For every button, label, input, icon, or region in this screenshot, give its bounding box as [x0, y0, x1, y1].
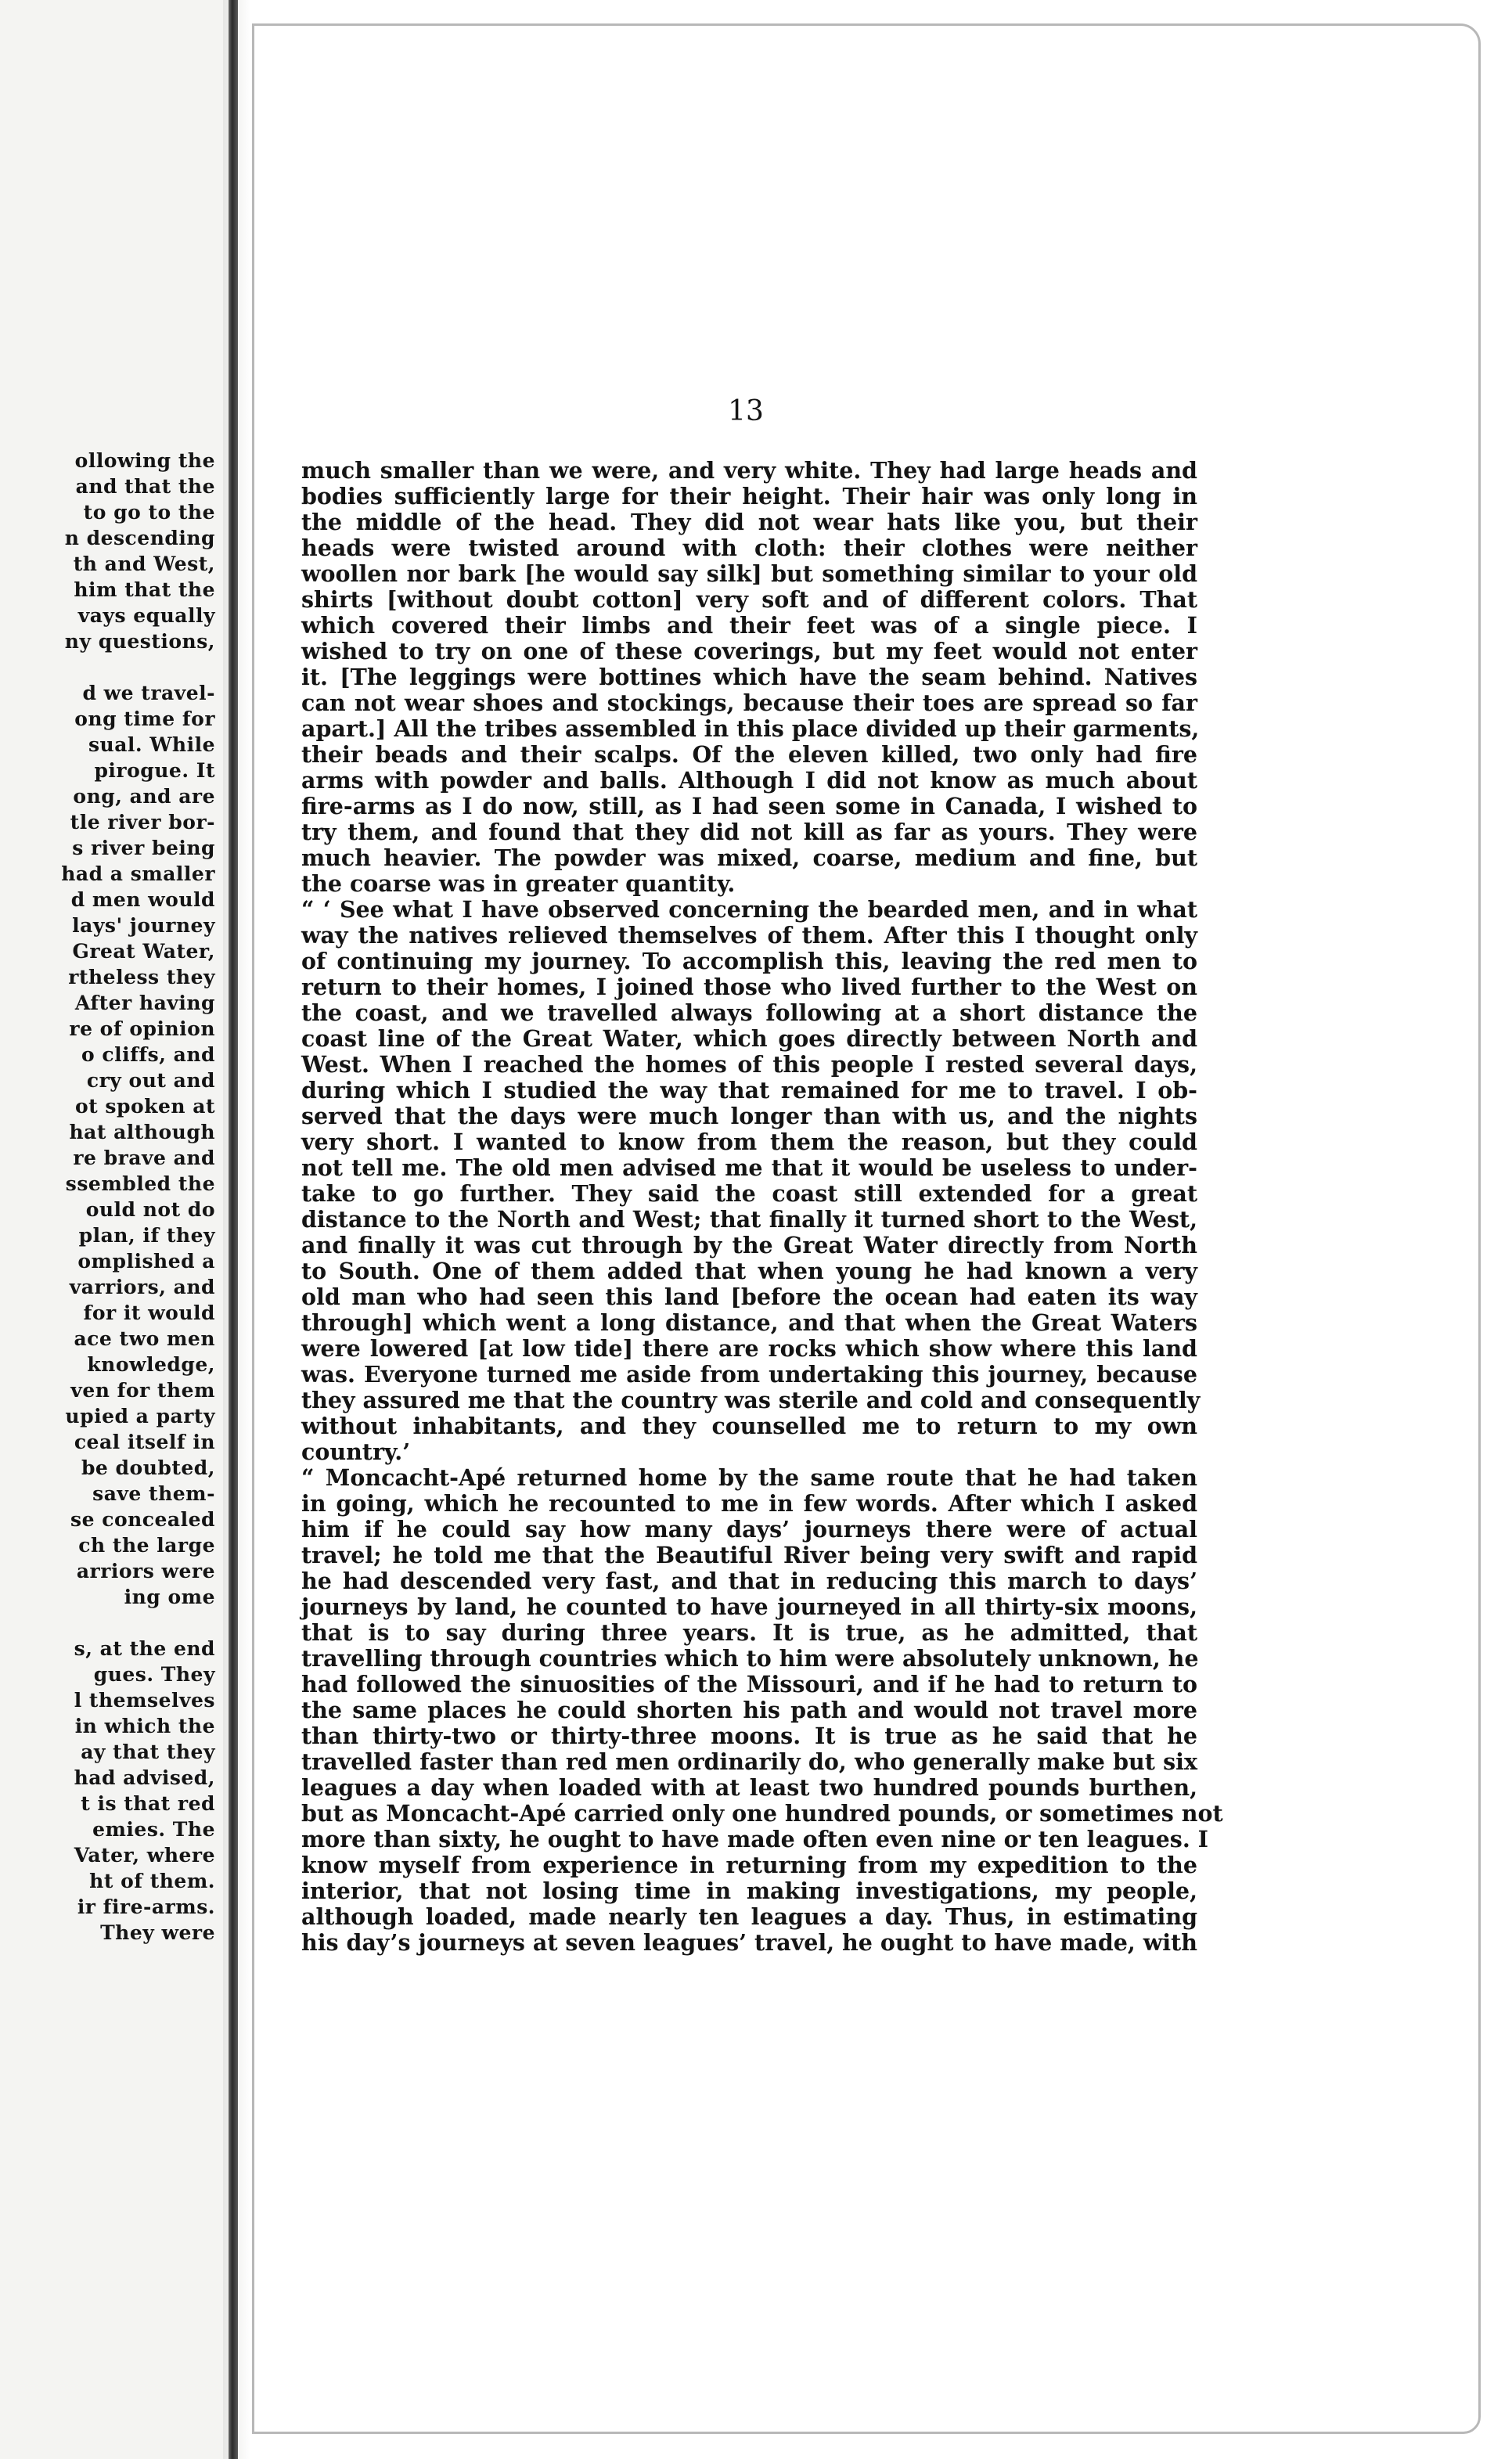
- text-line: travel; he told me that the Beautiful River being very swift and rapid: [301, 1542, 1197, 1568]
- previous-page-line: arriors were: [76, 1560, 215, 1582]
- previous-page-line: him that the: [74, 578, 215, 601]
- previous-page-line: s, at the end: [74, 1637, 215, 1660]
- previous-page-line: rtheless they: [68, 966, 215, 988]
- previous-page-line: vays equally: [77, 604, 215, 627]
- previous-page-line: plan, if they: [78, 1224, 215, 1247]
- previous-page-line: be doubted,: [81, 1456, 215, 1479]
- text-line: his day’s journeys at seven leagues’ travel, he ought to have made, with: [301, 1929, 1197, 1956]
- text-line: fire-arms as I do now, still, as I had seen some in Canada, I wished to: [301, 793, 1197, 819]
- text-line: much smaller than we were, and very white. They had large heads and: [301, 457, 1197, 484]
- previous-page-line: ace two men: [74, 1327, 215, 1350]
- text-line: which covered their limbs and their feet was of a single piece. I: [301, 612, 1197, 639]
- previous-page-line: n descending: [64, 527, 215, 549]
- previous-page-line: ollowing the: [74, 449, 215, 472]
- previous-page-line: had a smaller: [61, 862, 215, 885]
- previous-page-line: hat although: [69, 1121, 215, 1143]
- text-line: they assured me that the country was sterile and cold and consequently: [301, 1387, 1201, 1413]
- text-line: the coast, and we travelled always following at a short distance the: [301, 999, 1197, 1026]
- text-line: heads were twisted around with cloth: their clothes were neither: [301, 535, 1197, 561]
- previous-page-line: They were: [100, 1921, 215, 1944]
- previous-page-line: ssembled the: [65, 1172, 215, 1195]
- text-line: very short. I wanted to know from them the reason, but they could: [301, 1129, 1197, 1155]
- previous-page-line: ceal itself in: [74, 1431, 215, 1453]
- text-line: the middle of the head. They did not wear hats like you, but their: [301, 509, 1197, 535]
- previous-page-line: re brave and: [73, 1147, 215, 1169]
- previous-page-line: th and West,: [73, 553, 215, 575]
- previous-page-line: lays' journey: [72, 914, 215, 937]
- previous-page-line: to go to the: [83, 501, 215, 524]
- previous-page-line: s river being: [72, 837, 215, 859]
- page-number: 13: [728, 395, 764, 427]
- text-line: without inhabitants, and they counselled me to return to my own: [301, 1413, 1197, 1439]
- text-line: old man who had seen this land [before the ocean had eaten its way: [301, 1284, 1197, 1310]
- text-line: “ ‘ See what I have observed concerning the bearded men, and in what: [301, 896, 1197, 923]
- previous-page-line: se concealed: [70, 1508, 215, 1531]
- text-line: can not wear shoes and stockings, because their toes are spread so far: [301, 689, 1197, 716]
- previous-page-line: ht of them.: [89, 1870, 215, 1892]
- text-line: know myself from experience in returning from my expedition to the: [301, 1852, 1197, 1878]
- text-line: through] which went a long distance, and that when the Great Waters: [301, 1309, 1197, 1336]
- previous-page-line: save them-: [92, 1482, 215, 1505]
- text-line: travelling through countries which to him were absolutely unknown, he: [301, 1645, 1199, 1672]
- text-line: woollen nor bark [he would say silk] but something similar to your old: [301, 560, 1197, 587]
- text-line: return to their homes, I joined those who lived further to the West on: [301, 974, 1197, 1000]
- text-line: bodies sufficiently large for their height. Their hair was only long in: [301, 483, 1197, 509]
- text-line: than thirty-two or thirty-three moons. It is true as he said that he: [301, 1723, 1197, 1749]
- previous-page-line: ch the large: [78, 1534, 215, 1557]
- previous-page-line: re of opinion: [69, 1017, 215, 1040]
- text-line: not tell me. The old men advised me that it would be useless to under-: [301, 1154, 1197, 1181]
- previous-page-line: cry out and: [86, 1069, 215, 1092]
- previous-page-line: d we travel-: [82, 682, 215, 704]
- text-line: try them, and found that they did not kill as far as yours. They were: [301, 819, 1197, 845]
- previous-page-line: for it would: [83, 1302, 215, 1324]
- text-line: their beads and their scalps. Of the eleven killed, two only had fire: [301, 741, 1197, 768]
- previous-page-line: ot spoken at: [74, 1095, 215, 1118]
- body-text: [301, 457, 1223, 1956]
- text-line: country.’: [301, 1438, 411, 1465]
- previous-page-line: After having: [74, 992, 215, 1014]
- previous-page-line: varriors, and: [69, 1276, 215, 1298]
- previous-page-line: had advised,: [74, 1766, 215, 1789]
- previous-page-line: Great Water,: [72, 940, 215, 963]
- text-line: the coarse was in greater quantity.: [301, 870, 736, 897]
- text-line: wished to try on one of these coverings, but my feet would not enter: [301, 638, 1197, 664]
- previous-page-line: d men would: [70, 888, 215, 911]
- previous-page-line: emies. The: [92, 1818, 215, 1841]
- previous-page-line: [0, 1610, 215, 1636]
- text-line: arms with powder and balls. Although I did not know as much about: [301, 767, 1197, 794]
- text-line: travelled faster than red men ordinarily do, who generally make but six: [301, 1748, 1197, 1775]
- text-line: to South. One of them added that when young he had known a very: [301, 1258, 1197, 1284]
- text-line: had followed the sinuosities of the Missouri, and if he had to return to: [301, 1671, 1197, 1698]
- previous-page-line: t is that red: [81, 1792, 215, 1815]
- previous-page-line: ong, and are: [73, 785, 215, 808]
- text-line: way the natives relieved themselves of them. After this I thought only: [301, 922, 1197, 949]
- text-line: coast line of the Great Water, which goes directly between North and: [301, 1025, 1197, 1052]
- text-line: distance to the North and West; that finally it turned short to the West,: [301, 1206, 1197, 1233]
- text-line: it. [The leggings were bottines which have the seam behind. Natives: [301, 664, 1197, 690]
- text-line: “ Moncacht-Apé returned home by the same route that he had taken: [301, 1464, 1197, 1491]
- binding-edge: [229, 0, 238, 2459]
- previous-page-line: pirogue. It: [94, 759, 215, 782]
- text-line: was. Everyone turned me aside from undertaking this journey, because: [301, 1361, 1197, 1388]
- previous-page-line: [0, 654, 215, 680]
- text-line: were lowered [at low tide] there are rocks which show where this land: [301, 1335, 1197, 1362]
- previous-page-line: Vater, where: [74, 1844, 215, 1867]
- text-line: much heavier. The powder was mixed, coarse, medium and fine, but: [301, 844, 1197, 871]
- previous-page-line: knowledge,: [87, 1353, 215, 1376]
- previous-page-line: ong time for: [74, 707, 215, 730]
- previous-page-line: sual. While: [88, 733, 215, 756]
- previous-page-line: ny questions,: [64, 630, 215, 653]
- text-line: apart.] All the tribes assembled in this place divided up their garments,: [301, 715, 1200, 742]
- previous-page-line: and that the: [75, 475, 215, 498]
- text-line: he had descended very fast, and that in reducing this march to days’: [301, 1568, 1197, 1594]
- text-line: served that the days were much longer than with us, and the nights: [301, 1103, 1197, 1129]
- text-line: but as Moncacht-Apé carried only one hundred pounds, or sometimes not: [301, 1800, 1223, 1827]
- text-line: although loaded, made nearly ten leagues a day. Thus, in estimating: [301, 1903, 1197, 1930]
- previous-page-line: in which the: [74, 1715, 215, 1737]
- text-line: during which I studied the way that remained for me to travel. I ob-: [301, 1077, 1197, 1103]
- text-line: that is to say during three years. It is true, as he admitted, that: [301, 1619, 1197, 1646]
- text-line: take to go further. They said the coast still extended for a great: [301, 1180, 1197, 1207]
- text-line: interior, that not losing time in making investigations, my people,: [301, 1878, 1197, 1904]
- text-line: of continuing my journey. To accomplish this, leaving the red men to: [301, 948, 1197, 974]
- previous-page-line: ir fire-arms.: [77, 1896, 215, 1918]
- text-line: more than sixty, he ought to have made often even nine or ten leagues. I: [301, 1826, 1208, 1852]
- previous-page-line: l themselves: [74, 1689, 215, 1712]
- previous-page-line: upied a party: [65, 1405, 215, 1428]
- text-line: the same places he could shorten his path and would not travel more: [301, 1697, 1197, 1723]
- previous-page-line: ing ome: [124, 1586, 215, 1608]
- text-line: shirts [without doubt cotton] very soft and of different colors. That: [301, 586, 1197, 613]
- previous-page-line: tle river bor-: [70, 811, 215, 833]
- previous-page-line: omplished a: [77, 1250, 215, 1273]
- previous-page-text: [0, 448, 215, 1946]
- previous-page-line: ay that they: [81, 1741, 215, 1763]
- text-line: and finally it was cut through by the Great Water directly from North: [301, 1232, 1197, 1258]
- text-line: him if he could say how many days’ journeys there were of actual: [301, 1516, 1197, 1543]
- previous-page-line: gues. They: [93, 1663, 215, 1686]
- text-line: in going, which he recounted to me in few words. After which I asked: [301, 1490, 1197, 1517]
- text-line: journeys by land, he counted to have journeyed in all thirty-six moons,: [301, 1593, 1197, 1620]
- text-line: leagues a day when loaded with at least two hundred pounds burthen,: [301, 1774, 1197, 1801]
- previous-page-fragment: [0, 0, 223, 2459]
- previous-page-line: o cliffs, and: [81, 1043, 215, 1066]
- text-line: West. When I reached the homes of this people I rested several days,: [301, 1051, 1197, 1078]
- previous-page-line: ould not do: [85, 1198, 215, 1221]
- previous-page-line: ven for them: [70, 1379, 215, 1402]
